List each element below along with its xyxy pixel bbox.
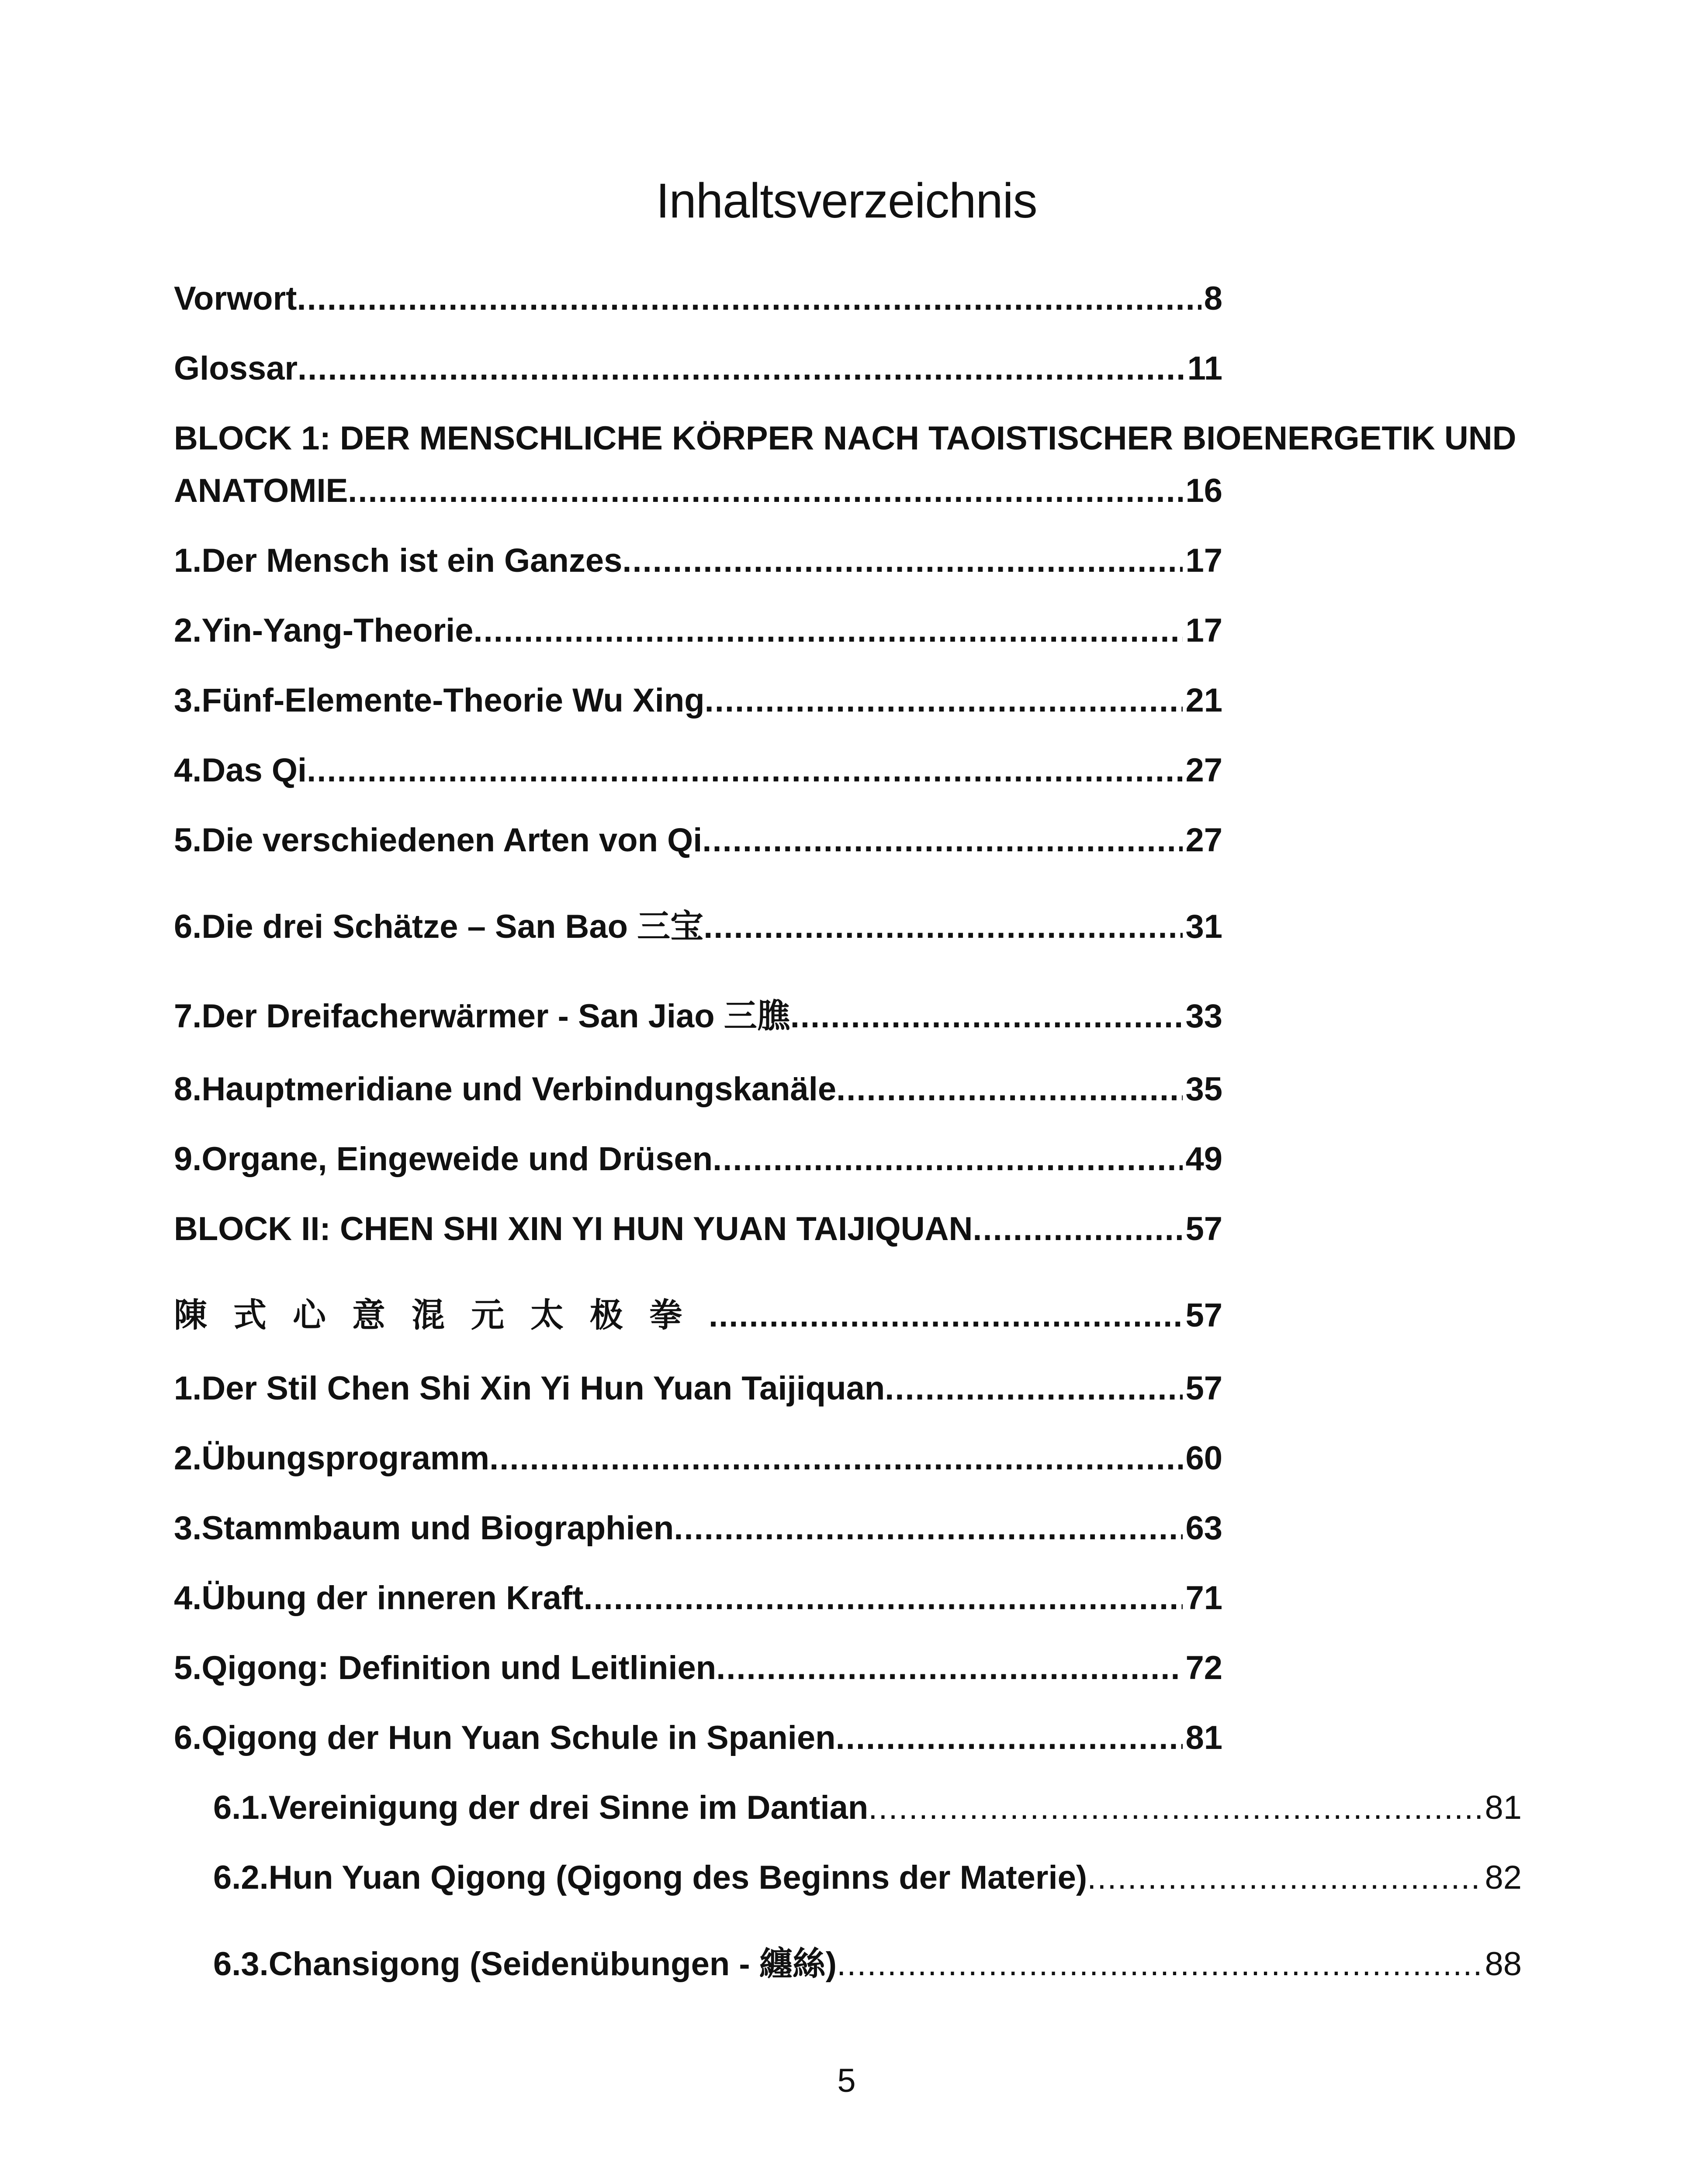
leader-dots (297, 280, 1201, 318)
toc-entry-page: 60 (1185, 1440, 1222, 1477)
toc-entry-label: ANATOMIE (174, 472, 348, 509)
toc-entry-label: Der Stil Chen Shi Xin Yi Hun Yuan Taijiquan (201, 1370, 885, 1407)
toc-entry-number: 2. (174, 612, 202, 649)
leader-dots (622, 542, 1183, 580)
toc-entry[interactable] (174, 1289, 1222, 1336)
toc-entry-page: 71 (1185, 1579, 1222, 1617)
toc-entry-number: 6. (174, 908, 202, 945)
leader-dots (703, 908, 1183, 946)
toc-entry-label: Glossar (174, 350, 298, 387)
toc-entry-number: 6.1. (213, 1789, 269, 1826)
toc-entry[interactable] (174, 989, 1222, 1037)
leader-dots (716, 1649, 1183, 1687)
page-number: 5 (837, 2062, 856, 2099)
toc-entry[interactable] (174, 1140, 1222, 1178)
toc-entry[interactable] (174, 280, 1222, 318)
leader-dots (837, 1945, 1482, 1983)
toc-entry[interactable] (174, 1649, 1222, 1687)
toc-entry-number: 4. (174, 752, 202, 789)
leader-dots (298, 349, 1185, 387)
leader-dots (489, 1439, 1183, 1477)
toc-entry-number: 9. (174, 1140, 202, 1178)
toc-entry-page: 16 (1185, 472, 1222, 509)
leader-dots (674, 1509, 1183, 1547)
leader-dots (307, 751, 1183, 789)
toc-entry-page: 88 (1485, 1946, 1522, 1983)
toc-subentry[interactable] (213, 1789, 1522, 1827)
toc-entry-page: 81 (1485, 1789, 1522, 1826)
toc-entry[interactable] (174, 612, 1222, 650)
toc-entry-label: 陳式心意混元太极拳 (174, 1297, 709, 1334)
toc-entry-number: 2. (174, 1440, 202, 1477)
toc-entry-label: Die drei Schätze – San Bao 三宝 (201, 908, 704, 945)
leader-dots (705, 681, 1183, 719)
toc-entry-label: BLOCK II: CHEN SHI XIN YI HUN YUAN TAIJIQUAN (174, 1210, 973, 1248)
toc-entry[interactable] (174, 681, 1222, 719)
toc-entry-number: 5. (174, 822, 202, 859)
toc-entry-label: Qigong: Definition und Leitlinien (201, 1649, 717, 1686)
toc-entry-number: 4. (174, 1579, 202, 1617)
toc-entry-label: Hauptmeridiane und Verbindungskanäle (201, 1071, 837, 1108)
toc-entry-page: 49 (1185, 1140, 1222, 1178)
toc-entry-number: 8. (174, 1071, 202, 1108)
toc-block-heading[interactable]: BLOCK 1: DER MENSCHLICHE KÖRPER NACH TAOISTISCHER BIOENERGETIK UND (174, 420, 1516, 457)
toc-entry-label: Chansigong (Seidenübungen - 纏絲) (268, 1946, 837, 1983)
toc-entry[interactable] (174, 1070, 1222, 1108)
toc-entry[interactable] (174, 1210, 1222, 1248)
toc-entry-number: 6.2. (213, 1859, 269, 1896)
leader-dots (1087, 1859, 1482, 1897)
toc-entry-page: 8 (1204, 280, 1222, 317)
toc-entry-page: 17 (1185, 542, 1222, 579)
toc-entry-number: 1. (174, 1370, 202, 1407)
leader-dots (836, 1719, 1183, 1757)
toc-subentry[interactable] (213, 1859, 1522, 1897)
leader-dots (836, 1070, 1183, 1108)
toc-entry-page: 31 (1185, 908, 1222, 945)
toc-entry-page: 63 (1185, 1510, 1222, 1547)
toc-entry-label: Organe, Eingeweide und Drüsen (201, 1140, 713, 1178)
toc-entry-number: 6. (174, 1719, 202, 1756)
toc-entry[interactable] (174, 751, 1222, 789)
toc-entry-number: 1. (174, 542, 202, 579)
toc-entry-label: Qigong der Hun Yuan Schule in Spanien (201, 1719, 836, 1756)
toc-entry-label: Die verschiedenen Arten von Qi (201, 822, 703, 859)
leader-dots (474, 612, 1183, 650)
leader-dots (973, 1210, 1183, 1248)
toc-entry-label: Stammbaum und Biographien (201, 1510, 674, 1547)
toc-entry-number: 5. (174, 1649, 202, 1686)
toc-entry[interactable] (174, 900, 1222, 947)
toc-entry-page: 27 (1185, 752, 1222, 789)
toc-entry[interactable] (174, 1439, 1222, 1477)
toc-entry-label: Das Qi (201, 752, 307, 789)
toc-entry[interactable] (174, 472, 1222, 510)
toc-entry-label: Vereinigung der drei Sinne im Dantian (268, 1789, 869, 1826)
toc-entry-page: 17 (1185, 612, 1222, 649)
toc-entry[interactable] (174, 1509, 1222, 1547)
toc-entry-number: 6.3. (213, 1946, 269, 1983)
toc-entry-page: 11 (1187, 350, 1222, 387)
leader-dots (885, 1369, 1183, 1407)
toc-entry-label: Yin-Yang-Theorie (201, 612, 474, 649)
toc-entry-label: Hun Yuan Qigong (Qigong des Beginns der Materie) (268, 1859, 1087, 1896)
toc-entry-page: 57 (1185, 1297, 1222, 1334)
leader-dots (790, 997, 1183, 1035)
toc-entry-number: 3. (174, 682, 202, 719)
leader-dots (868, 1789, 1482, 1827)
toc-entry-page: 57 (1185, 1210, 1222, 1248)
toc-entry-page: 82 (1485, 1859, 1522, 1896)
leader-dots (713, 1140, 1183, 1178)
toc-entry-page: 81 (1185, 1719, 1222, 1756)
leader-dots (702, 821, 1183, 859)
toc-entry[interactable] (174, 1579, 1222, 1617)
toc-subentry[interactable] (213, 1937, 1522, 1985)
toc-entry-number: 7. (174, 998, 202, 1035)
leader-dots (709, 1296, 1183, 1334)
toc-entry-label: Der Mensch ist ein Ganzes (201, 542, 623, 579)
toc-entry-label: Übungsprogramm (201, 1440, 490, 1477)
toc-entry-page: 57 (1185, 1370, 1222, 1407)
toc-entry-page: 33 (1185, 998, 1222, 1035)
leader-dots (348, 472, 1183, 510)
toc-entry[interactable] (174, 1719, 1222, 1757)
toc-entry-label: Der Dreifacherwärmer - San Jiao 三膲 (201, 998, 790, 1035)
toc-entry[interactable] (174, 349, 1222, 387)
toc-entry-label: Fünf-Elemente-Theorie Wu Xing (201, 682, 705, 719)
toc-entry[interactable] (174, 821, 1222, 859)
toc-entry-label: Vorwort (174, 280, 297, 317)
toc-entry-number: 3. (174, 1510, 202, 1547)
toc-entry[interactable] (174, 1369, 1222, 1407)
toc-entry-label: Übung der inneren Kraft (201, 1579, 584, 1617)
toc-entry-page: 72 (1185, 1649, 1222, 1686)
toc-entry[interactable] (174, 542, 1222, 580)
page-title: Inhaltsverzeichnis (656, 173, 1037, 228)
toc-entry-page: 27 (1185, 822, 1222, 859)
toc-entry-page: 35 (1185, 1071, 1222, 1108)
leader-dots (583, 1579, 1183, 1617)
toc-entry-page: 21 (1185, 682, 1222, 719)
